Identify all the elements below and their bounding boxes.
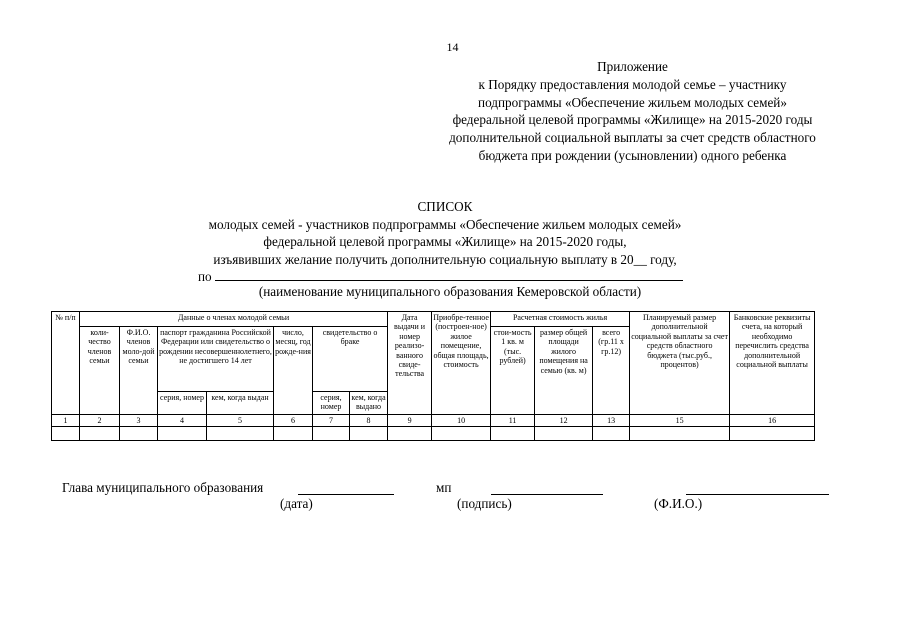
header-planned: Планируемый размер дополнительной социальной выплаты за счет средств областного бюджета (тыс.руб., процентов)	[630, 312, 730, 415]
header-marriage-issued: кем, когда выдано	[350, 392, 388, 415]
table-cell[interactable]	[274, 427, 313, 441]
page-number: 14	[446, 40, 459, 54]
column-number: 11	[491, 415, 535, 427]
header-area: размер общей площади жилого помещения на семью (кв. м)	[535, 327, 593, 415]
header-total: всего (гр.11 х гр.12)	[593, 327, 630, 415]
column-number: 5	[207, 415, 274, 427]
families-table-wrap	[51, 311, 814, 441]
appendix-title: Приложение	[597, 59, 668, 74]
fio-line[interactable]	[686, 493, 829, 495]
list-subtitle-line: молодых семей - участников подпрограммы «Обеспечение жильем молодых семей»	[208, 216, 682, 232]
appendix-line: бюджета при рождении (усыновлении) одного ребенка	[478, 147, 787, 163]
table-cell[interactable]	[630, 427, 730, 441]
signature-caption: (подпись)	[457, 496, 512, 511]
table-cell[interactable]	[491, 427, 535, 441]
column-numbers-row	[52, 415, 815, 427]
header-bank: Банковские реквизиты счета, на который необходимо перечислить средства дополнительной социальной выплаты	[730, 312, 815, 415]
appendix-line: к Порядку предоставления молодой семье – участнику	[478, 76, 787, 92]
appendix-block	[420, 58, 845, 165]
header-acquired: Приобре-тенное (построен-ное) жилое помещение, общая площадь, стоимость	[432, 312, 491, 415]
date-caption: (дата)	[280, 496, 313, 511]
municipality-field[interactable]	[215, 268, 683, 281]
column-number: 3	[120, 415, 158, 427]
column-number: 7	[313, 415, 350, 427]
list-subtitle-line: изъявивших желание получить дополнительную социальную выплату в 20__ году,	[213, 251, 677, 267]
column-number: 6	[274, 415, 313, 427]
date-line[interactable]	[298, 493, 394, 495]
header-marriage: свидетельство о браке	[313, 327, 388, 392]
list-header	[150, 198, 740, 268]
municipality-line	[198, 268, 683, 285]
column-number: 16	[730, 415, 815, 427]
column-number: 15	[630, 415, 730, 427]
column-number: 13	[593, 415, 630, 427]
header-count: коли-чество членов семьи	[80, 327, 120, 415]
table-cell[interactable]	[535, 427, 593, 441]
signature-line[interactable]	[491, 493, 603, 495]
table-cell[interactable]	[313, 427, 350, 441]
head-label: Глава муниципального образования	[62, 480, 264, 495]
table-row[interactable]	[52, 427, 815, 441]
appendix-line: федеральной целевой программы «Жилище» на 2015-2020 годы	[452, 112, 813, 128]
fio-caption: (Ф.И.О.)	[654, 496, 703, 511]
column-number: 9	[388, 415, 432, 427]
table-cell[interactable]	[80, 427, 120, 441]
table-cell[interactable]	[350, 427, 388, 441]
table-cell[interactable]	[52, 427, 80, 441]
header-cost-per-m: стои-мость 1 кв. м (тыс. рублей)	[491, 327, 535, 415]
appendix-line: подпрограммы «Обеспечение жильем молодых семей»	[478, 94, 787, 110]
column-number: 10	[432, 415, 491, 427]
header-num: № п/п	[52, 312, 80, 415]
table-cell[interactable]	[207, 427, 274, 441]
list-title: СПИСОК	[417, 199, 473, 214]
column-number: 12	[535, 415, 593, 427]
table-cell[interactable]	[120, 427, 158, 441]
list-subtitle-line: федеральной целевой программы «Жилище» на 2015-2020 годы,	[263, 234, 627, 249]
po-label: по	[198, 269, 212, 284]
appendix-line: дополнительной социальной выплаты за счет средств областного	[449, 130, 816, 146]
table-cell[interactable]	[730, 427, 815, 441]
header-family-data: Данные о членах молодой семьи	[80, 312, 388, 327]
header-marriage-series: серия, номер	[313, 392, 350, 415]
municipality-caption: (наименование муниципального образования Кемеровской области)	[258, 284, 642, 299]
column-number: 8	[350, 415, 388, 427]
header-calc-cost: Расчетная стоимость жилья	[491, 312, 630, 327]
header-passport: паспорт гражданина Российской Федерации или свидетельство о рождении несовершеннолетнего, не достигшего 14 лет	[158, 327, 274, 392]
column-number: 4	[158, 415, 207, 427]
families-table	[51, 311, 815, 441]
header-fio: Ф.И.О. членов моло-дой семьи	[120, 327, 158, 415]
header-passport-issued: кем, когда выдан	[207, 392, 274, 415]
header-passport-series: серия, номер	[158, 392, 207, 415]
column-number: 1	[52, 415, 80, 427]
table-cell[interactable]	[158, 427, 207, 441]
column-number: 2	[80, 415, 120, 427]
header-birth: число, месяц, год рожде-ния	[274, 327, 313, 415]
table-cell[interactable]	[388, 427, 432, 441]
mp-label: мп	[436, 480, 452, 495]
table-cell[interactable]	[432, 427, 491, 441]
table-cell[interactable]	[593, 427, 630, 441]
header-cert-date: Дата выдачи и номер реализо-ванного свиде-тельства	[388, 312, 432, 415]
